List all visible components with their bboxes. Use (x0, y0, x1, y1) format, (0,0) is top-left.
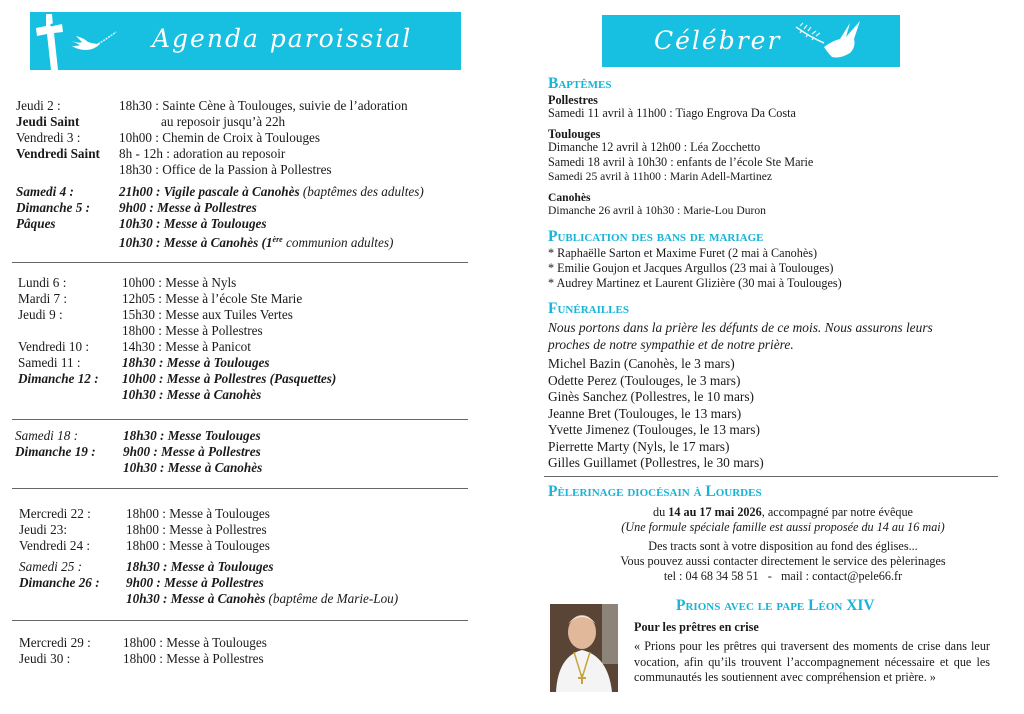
celebrer-banner (602, 15, 900, 67)
agenda-event-text: 18h00 : Messe à Pollestres (123, 651, 264, 666)
pelerinage-dates-bold: 14 au 17 mai 2026 (668, 505, 762, 519)
pelerinage-family: (Une formule spéciale famille est aussi proposée du 14 au 16 mai) (621, 520, 945, 534)
agenda-event-sup: ère (272, 235, 283, 244)
agenda-day: Lundi 6 : (18, 275, 67, 290)
agenda-day: Mardi 7 : (18, 291, 68, 306)
agenda-day: Jeudi 30 : (19, 651, 71, 666)
bapteme-place: Toulouges (548, 127, 601, 141)
agenda-event-text: 18h30 : Messe à Toulouges (122, 355, 270, 370)
agenda-event-text: 18h00 : Messe à Toulouges (126, 506, 270, 521)
funeral-item: Odette Perez (Toulouges, le 3 mars) (548, 372, 741, 388)
agenda-event-text: 12h05 : Messe à l’école Ste Marie (122, 291, 303, 306)
agenda-event (119, 200, 257, 216)
agenda-day: Vendredi Saint (16, 146, 100, 161)
agenda-day: Vendredi 24 : (19, 538, 91, 554)
agenda-day: Jeudi Saint (16, 114, 80, 129)
celebrer-title: Célébrer (654, 26, 782, 55)
funeral-item: Pierrette Marty (Nyls, le 17 mars) (548, 438, 730, 454)
agenda-event (126, 506, 270, 522)
agenda-event-text: 9h00 : Messe à Pollestres (123, 444, 261, 459)
agenda-event-text: 10h00 : Messe à Pollestres (Pasquettes) (122, 371, 337, 386)
agenda-event (123, 444, 261, 460)
bans-title: Publication des bans de mariage (548, 228, 764, 245)
dove-icon (66, 30, 126, 60)
agenda-title: Agenda paroissial (152, 24, 413, 53)
agenda-day: Dimanche 26 : (19, 574, 100, 590)
pelerinage-title: Pèlerinage diocésain à Lourdes (548, 483, 762, 500)
agenda-event-text: 18h30 : Messe à Toulouges (126, 558, 274, 574)
agenda-event (122, 355, 270, 371)
agenda-event-text: 15h30 : Messe aux Tuiles Vertes (122, 307, 293, 322)
prions-text: « Prions pour les prêtres qui traversent des moments de crise dans leur vocation, afin qu’ils trouvent l’accompagnement nécessaire et que les communautés les soutiennent avec compréhension et prière. » (634, 639, 990, 684)
funeral-item: Jeanne Bret (Toulouges, le 13 mars) (548, 405, 742, 421)
agenda-event-text: 18h30 : Office de la Passion à Pollestres (119, 162, 332, 177)
agenda-event (119, 146, 285, 162)
agenda-event-text: au reposoir jusqu’à 22h (161, 114, 286, 129)
section-divider (12, 262, 468, 263)
agenda-event-text: 10h30 : Messe à Canohès (119, 235, 259, 250)
ban-item: * Audrey Martinez et Laurent Glizière (30 mai à Toulouges) (548, 276, 842, 290)
agenda-event (122, 371, 336, 387)
agenda-event (122, 291, 302, 307)
agenda-event (119, 130, 320, 146)
section-divider (12, 419, 468, 420)
agenda-day: Pâques (16, 216, 56, 231)
agenda-event (122, 307, 293, 323)
bapteme-item: Samedi 11 avril à 11h00 : Tiago Engrova Da Costa (548, 106, 796, 120)
section-divider (12, 620, 468, 621)
agenda-day: Samedi 18 : (15, 428, 78, 443)
bapteme-item: Dimanche 26 avril à 10h30 : Marie-Lou Duron (548, 204, 766, 217)
agenda-day: Vendredi 3 : (16, 130, 81, 145)
agenda-day: Mercredi 22 : (19, 506, 91, 521)
agenda-event-text: 18h00 : Messe à Toulouges (126, 538, 270, 554)
bapteme-place: Canohès (548, 191, 591, 204)
agenda-event-text: 18h30 : Sainte Cène à Toulouges, suivie de l’adoration (119, 98, 408, 113)
agenda-day: Jeudi 2 : (16, 98, 61, 113)
pelerinage-dates-pre: du (653, 505, 669, 519)
ban-item: * Emilie Goujon et Jacques Argullos (23 mai à Toulouges) (548, 261, 834, 275)
funerailles-intro: Nous portons dans la prière les défunts de ce mois. Nous assurons leurs (548, 320, 933, 335)
agenda-event (122, 339, 251, 355)
agenda-event-text: 10h30 : Messe à Canohès (122, 387, 262, 402)
agenda-event-text: 18h00 : Messe à Toulouges (123, 635, 267, 650)
ban-item: * Raphaëlle Sarton et Maxime Furet (2 mai à Canohès) (548, 246, 818, 260)
prions-title: Prions avec le pape Léon XIV (676, 597, 875, 614)
agenda-event-text: 10h30 : Messe à Canohès (126, 591, 266, 606)
agenda-event-text: 10h00 : Chemin de Croix à Toulouges (119, 130, 321, 145)
agenda-day: Jeudi 9 : (18, 307, 63, 322)
dove-with-branch-icon (794, 17, 884, 65)
agenda-event-text: 10h30 : Messe à Canohès (123, 460, 263, 475)
funeral-item: Yvette Jimenez (Toulouges, le 13 mars) (548, 422, 760, 437)
agenda-day: Dimanche 19 : (15, 444, 96, 459)
bapteme-place: Pollestres (548, 93, 598, 107)
funeral-item: Ginès Sanchez (Pollestres, le 10 mars) (548, 389, 755, 404)
agenda-event (126, 559, 274, 575)
agenda-event-text: 21h00 : Vigile pascale à Canohès (119, 184, 300, 199)
agenda-event (119, 232, 393, 251)
pope-photo (550, 604, 618, 692)
agenda-event (126, 538, 270, 554)
funerailles-title: Funérailles (548, 300, 629, 317)
agenda-event (122, 275, 236, 291)
pelerinage-tel-mail: tel : 04 68 34 58 51 - mail : contact@pele66.fr (663, 569, 903, 583)
agenda-day: Samedi 25 : (19, 558, 82, 574)
bapteme-item: Dimanche 12 avril à 12h00 : Léa Zocchetto (548, 140, 761, 154)
agenda-event (119, 162, 332, 178)
agenda-event (123, 651, 264, 667)
baptemes-title: Baptêmes (548, 75, 612, 92)
funeral-item: Michel Bazin (Canohès, le 3 mars) (548, 356, 735, 371)
agenda-event-note: (baptêmes des adultes) (299, 184, 424, 199)
agenda-event-text: 18h00 : Messe à Pollestres (122, 323, 263, 338)
agenda-day: Jeudi 23: (19, 522, 67, 538)
pelerinage-tracts: Des tracts sont à votre disposition au fond des églises... (648, 539, 918, 553)
pelerinage-contact: Vous pouvez aussi contacter directement le service des pèlerinages (620, 554, 946, 568)
agenda-event-text: 8h - 12h : adoration au reposoir (119, 146, 286, 161)
agenda-event (126, 591, 398, 607)
agenda-event-text: 18h00 : Messe à Pollestres (126, 522, 267, 538)
funerailles-intro: proches de notre sympathie et de notre prière. (548, 337, 794, 352)
agenda-day: Samedi 11 : (18, 355, 81, 370)
section-divider (544, 476, 998, 477)
agenda-event-note: (baptême de Marie-Lou) (265, 591, 399, 606)
agenda-day: Mercredi 29 : (19, 635, 91, 650)
pelerinage-dates (548, 505, 1018, 520)
agenda-banner (30, 12, 461, 70)
agenda-day: Samedi 4 : (16, 184, 74, 199)
agenda-event-text: 18h30 : Messe Toulouges (123, 428, 261, 443)
bapteme-item: Samedi 18 avril à 10h30 : enfants de l’école Ste Marie (548, 155, 814, 169)
agenda-event-text: 10h30 : Messe à Toulouges (119, 216, 267, 231)
agenda-event (126, 522, 267, 538)
agenda-event-note: (1 (258, 235, 273, 250)
agenda-event (119, 184, 424, 200)
agenda-event (123, 460, 262, 476)
agenda-event-note: communion adultes) (282, 235, 394, 250)
agenda-event (123, 635, 267, 651)
section-divider (12, 488, 468, 489)
pelerinage-dates-post: , accompagné par notre évêque (761, 505, 913, 519)
agenda-event (123, 428, 261, 444)
agenda-event (161, 114, 285, 130)
agenda-event-text: 10h00 : Messe à Nyls (122, 275, 237, 290)
agenda-day: Dimanche 12 : (18, 371, 99, 386)
agenda-event-text: 9h00 : Messe à Pollestres (119, 200, 257, 215)
prions-subtitle: Pour les prêtres en crise (634, 620, 759, 634)
agenda-event (122, 323, 263, 339)
agenda-event-text: 9h00 : Messe à Pollestres (126, 574, 264, 590)
agenda-event (119, 98, 408, 114)
bapteme-item: Samedi 25 avril à 11h00 : Marin Adell-Martinez (548, 170, 772, 183)
agenda-day: Vendredi 10 : (18, 339, 90, 354)
funeral-item: Gilles Guillamet (Pollestres, le 30 mars) (548, 455, 764, 470)
agenda-event (126, 575, 264, 591)
agenda-event-text: 14h30 : Messe à Panicot (122, 339, 251, 354)
agenda-day: Dimanche 5 : (16, 200, 90, 215)
agenda-event (119, 216, 267, 232)
agenda-event (122, 387, 261, 403)
